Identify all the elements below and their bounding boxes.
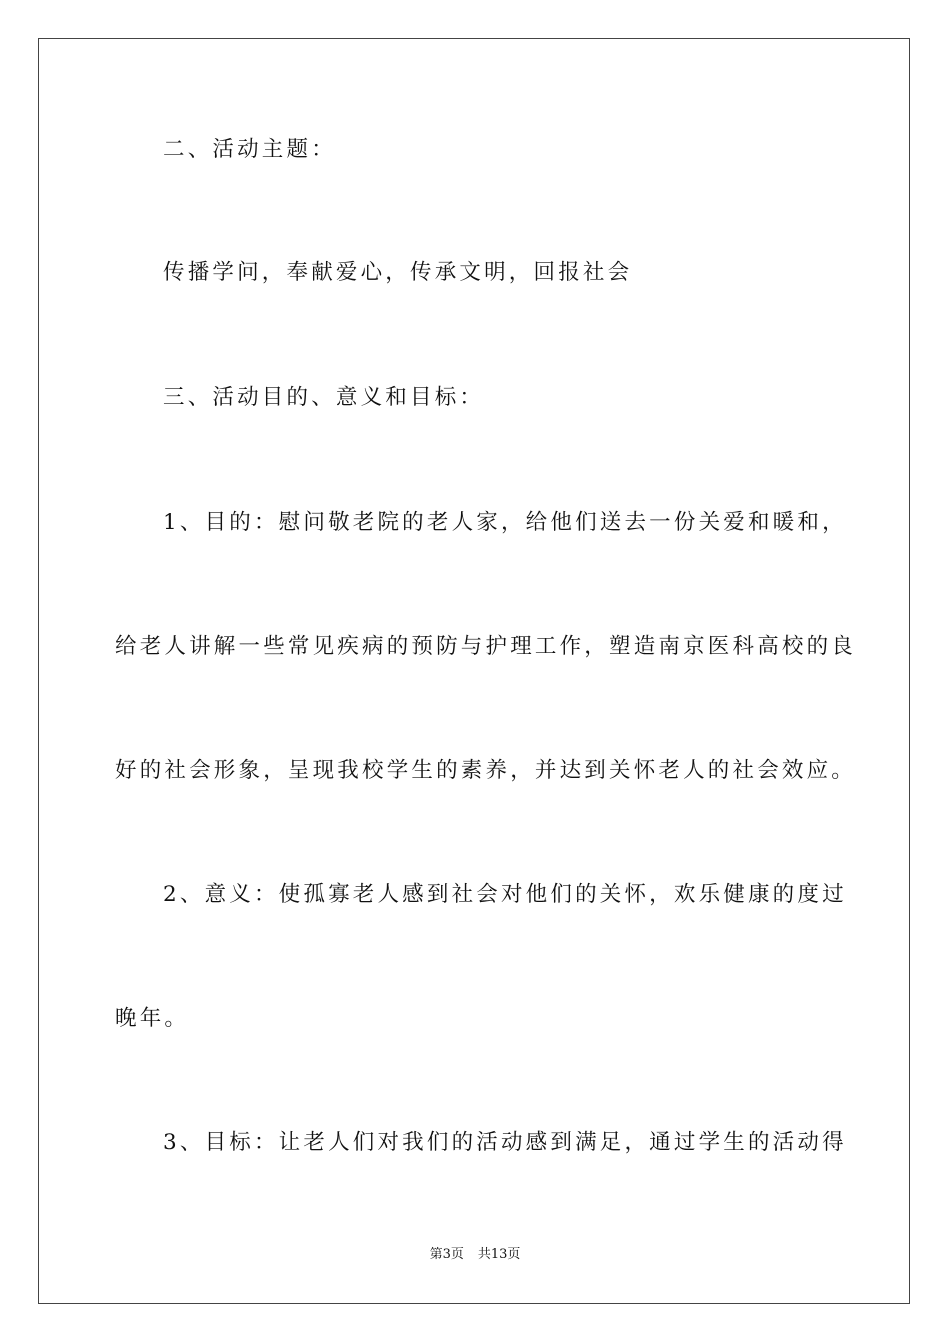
page-total: 共13页	[477, 1247, 521, 1262]
paragraph-theme-content: 传播学问，奉献爱心，传承文明，回报社会	[163, 260, 633, 285]
page-border	[38, 38, 910, 1304]
paragraph-goal-line-1: 3、目标：让老人们对我们的活动感到满足，通过学生的活动得	[163, 1130, 847, 1155]
paragraph-meaning-line-1: 2、意义：使孤寡老人感到社会对他们的关怀，欢乐健康的度过	[163, 882, 847, 907]
heading-purpose-meaning-goal: 三、活动目的、意义和目标：	[163, 385, 485, 410]
page-number: 第3页	[429, 1247, 464, 1262]
paragraph-meaning-line-2: 晚年。	[115, 1006, 190, 1031]
paragraph-purpose-line-3: 好的社会形象，呈现我校学生的素养，并达到关怀老人的社会效应。	[115, 758, 857, 783]
page-footer	[0, 1246, 950, 1264]
paragraph-purpose-line-2: 给老人讲解一些常见疾病的预防与护理工作，塑造南京医科高校的良	[115, 634, 857, 659]
heading-activity-theme: 二、活动主题：	[163, 137, 336, 162]
paragraph-purpose-line-1: 1、目的：慰问敬老院的老人家，给他们送去一份关爱和暖和，	[163, 510, 847, 535]
